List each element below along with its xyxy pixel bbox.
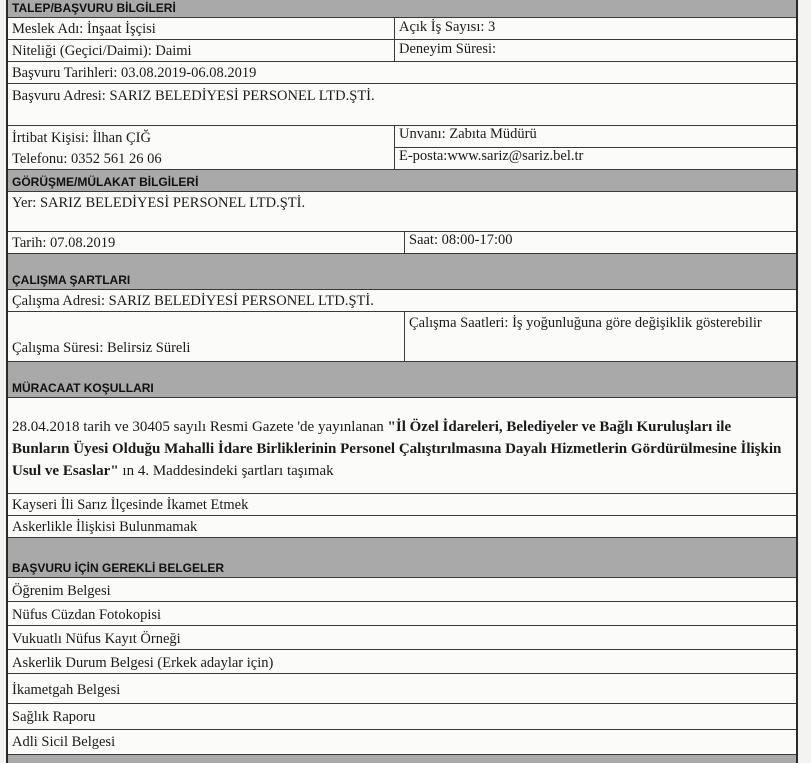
calisma-saatleri: Çalışma Saatleri: İş yoğunluğuna göre değişiklik gösterebilir	[404, 312, 796, 361]
row-yer	[8, 192, 796, 232]
row-nitelik	[8, 40, 796, 62]
belge-nufus-kayit: Vukuatlı Nüfus Kayıt Örneği	[12, 631, 181, 647]
gorusme-yer: Yer: SARIZ BELEDİYESİ PERSONEL LTD.ŞTİ.	[12, 195, 306, 211]
belge-row	[8, 650, 796, 674]
kosul-askerlik: Askerlikle İlişkisi Bulunmamak	[12, 519, 198, 535]
kosul-ikamet: Kayseri İli Sarız İlçesinde İkamet Etmek	[12, 497, 249, 513]
muracaat-intro: 28.04.2018 tarih ve 30405 sayılı Resmi Gazete 'de yayınlanan	[12, 419, 388, 435]
gorusme-tarih: Tarih: 07.08.2019	[12, 235, 116, 251]
section-header-gorusme: GÖRÜŞME/MÜLAKAT BİLGİLERİ	[8, 170, 796, 192]
section-header-calisma: ÇALIŞMA ŞARTLARI	[8, 254, 796, 290]
belge-ogrenim: Öğrenim Belgesi	[12, 583, 111, 599]
row-basvuru-adresi	[8, 84, 796, 126]
belge-row	[8, 730, 796, 755]
basvuru-adresi: Başvuru Adresi: SARIZ BELEDİYESİ PERSONEL LTD.ŞTİ.	[12, 88, 375, 104]
gorusme-saat: Saat: 08:00-17:00	[404, 232, 796, 253]
section-header-belgeler: BAŞVURU İÇİN GEREKLİ BELGELER	[8, 538, 796, 578]
belge-row	[8, 704, 796, 730]
calisma-adresi: Çalışma Adresi: SARIZ BELEDİYESİ PERSONEL LTD.ŞTİ.	[12, 293, 374, 309]
niteligi: Niteliği (Geçici/Daimi): Daimi	[12, 43, 192, 59]
section-header-muracaat: MÜRACAAT KOŞULLARI	[8, 362, 796, 398]
row-calisma-sure	[8, 312, 796, 362]
row-telefon	[8, 148, 796, 170]
telefonu: Telefonu: 0352 561 26 06	[12, 151, 162, 167]
e-posta: E-posta:www.sariz@sariz.bel.tr	[394, 148, 796, 169]
belge-askerlik: Askerlik Durum Belgesi (Erkek adaylar için)	[12, 655, 274, 671]
meslek-adi: Meslek Adı: İnşaat İşçisi	[12, 21, 156, 37]
irtibat-kisisi: İrtibat Kişisi: İlhan ÇIĞ	[12, 130, 151, 146]
belge-row	[8, 602, 796, 626]
belge-row	[8, 578, 796, 602]
application-form	[6, 0, 798, 763]
belge-saglik: Sağlık Raporu	[12, 709, 96, 725]
belge-row	[8, 626, 796, 650]
basvuru-tarihleri: Başvuru Tarihleri: 03.08.2019-06.08.2019	[12, 65, 257, 81]
row-muracaat-paragraph	[8, 398, 796, 494]
muracaat-outro: ın 4. Maddesindeki şartları taşımak	[118, 463, 334, 479]
row-kosul-2	[8, 516, 796, 538]
row-basvuru-tarihleri	[8, 62, 796, 84]
belge-adli-sicil: Adli Sicil Belgesi	[12, 734, 116, 750]
row-tarih-saat	[8, 232, 796, 254]
belge-row	[8, 674, 796, 704]
row-meslek	[8, 18, 796, 40]
section-header-bottom	[8, 755, 796, 763]
muracaat-regulation-title: "İl Özel İdareleri, Belediyeler ve Bağlı Kuruluşları ile Bunların Üyesi Olduğu Mahalli İdare Birliklerinin Personel Çalıştırılmasına Dayalı Hizmetlerin Gördürülmesine İlişkin Usul ve Esaslar"	[12, 419, 782, 479]
row-irtibat	[8, 126, 796, 148]
acik-is-sayisi: Açık İş Sayısı: 3	[394, 18, 796, 39]
unvani: Unvanı: Zabıta Müdürü	[394, 126, 796, 148]
row-calisma-adresi	[8, 290, 796, 312]
muracaat-kosul-paragraph	[8, 398, 796, 493]
row-kosul-1	[8, 494, 796, 516]
calisma-suresi: Çalışma Süresi: Belirsiz Süreli	[12, 340, 191, 356]
belge-ikametgah: İkametgah Belgesi	[12, 682, 121, 698]
section-header-talep: TALEP/BAŞVURU BİLGİLERİ	[8, 0, 796, 18]
belge-nufus-cuzdan: Nüfus Cüzdan Fotokopisi	[12, 607, 162, 623]
deneyim-suresi: Deneyim Süresi:	[394, 40, 796, 61]
